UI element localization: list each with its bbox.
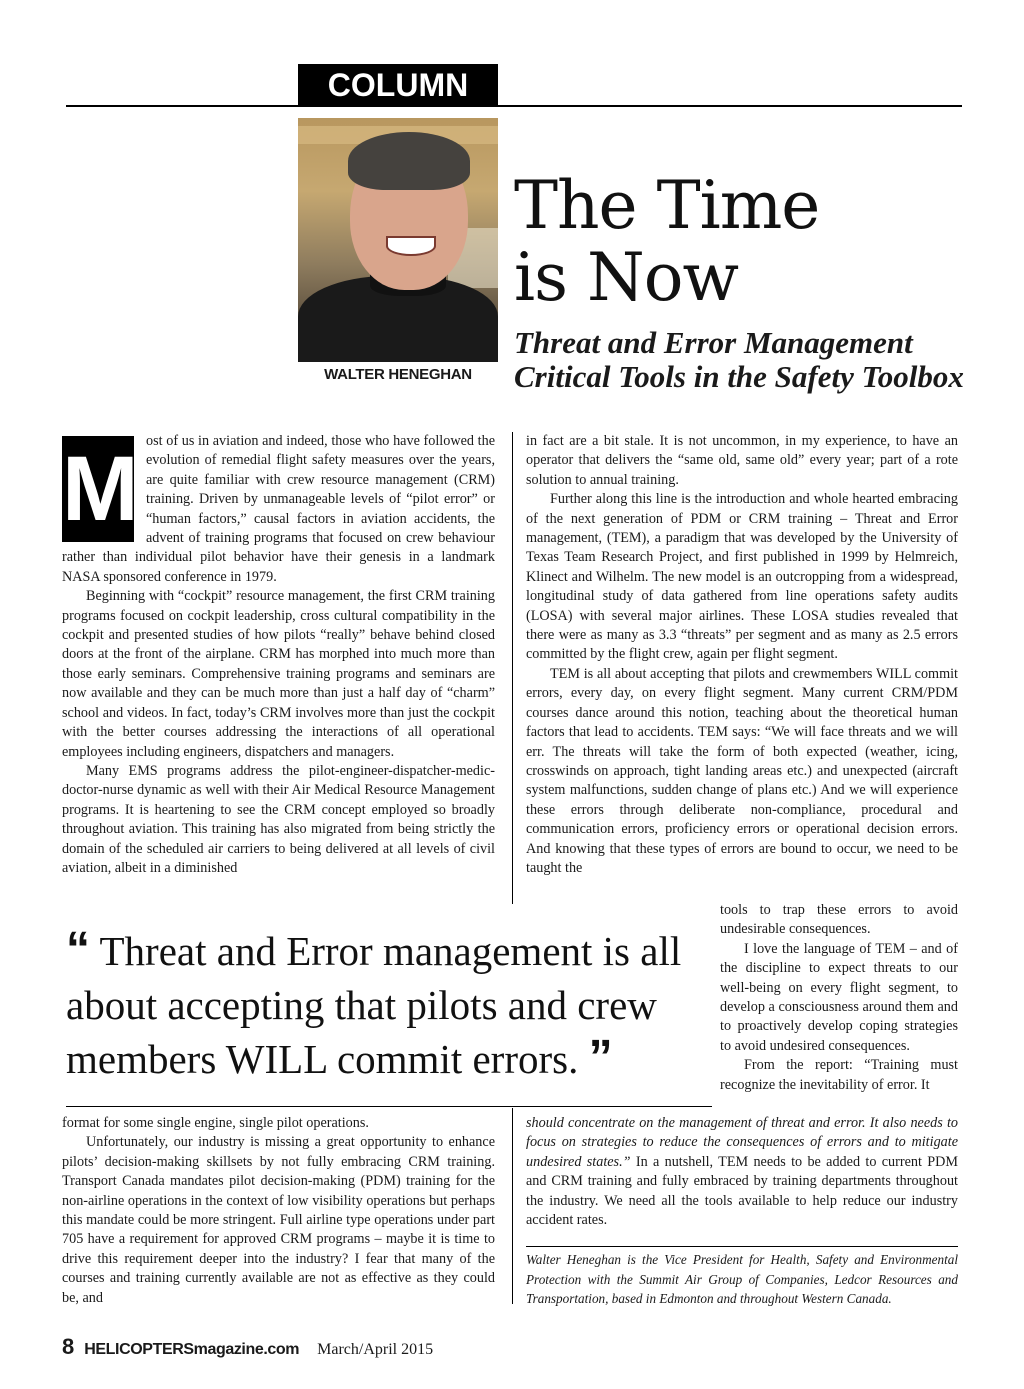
title-line-2: is Now [514, 239, 738, 316]
paragraph: in fact are a bit stale. It is not uncommon, in my experience, to have an operator that delivers the “same old, same old” every year; part of a rote solution to annual training. [526, 433, 958, 488]
paragraph: I love the language of TEM – and of the discipline to expect threats to our well-being on every flight segment, to develop a consciousness around them and to proactively develop coping strategies to avoid undesired consequences. [720, 940, 958, 1054]
article-subtitle [514, 326, 974, 394]
paragraph: Further along this line is the introduction and whole hearted embracing of the next generation of PDM or CRM training – Threat and Error management, (TEM), a paradigm that was developed by the University of Texas Team Research Project, and first published in 1999 by Helmreich, Klinect and Wilhelm. The new model is an outcropping from a widespread, longitudinal study of data gathered from line operations safety audits (LOSA) with several major airlines. These LOSA studies revealed that there were as many as 3.3 “threats” per segment and as many as 2.5 errors committed by the flight crew, again per flight segment. [526, 491, 958, 663]
paragraph: From the report: “Training must recognize the inevitability of error. It [720, 1057, 958, 1093]
title-line-1: The Time [514, 167, 820, 244]
left-column-top [62, 432, 495, 878]
paragraph: Unfortunately, our industry is missing a great opportunity to enhance pilots’ decision-making skillsets by not fully embracing CRM training. Transport Canada mandates pilot decision-making (PDM) training for the non-airline operations in the context of low visibility operations but perhaps this mandate could be more stringent. Full airline type operations under part 705 have a requirement for approved CRM programs – maybe it is time to drive this requirement deeper into the industry? I fear that many of the courses and training currently available are not as effective as they could be, and [62, 1134, 495, 1306]
right-column-bottom [526, 1114, 958, 1230]
page-footer [62, 1334, 433, 1358]
author-caption: WALTER HENEGHAN [324, 366, 472, 383]
right-column-top [526, 432, 958, 878]
paragraph [526, 1114, 958, 1230]
paragraph: Beginning with “cockpit” resource management, the first CRM training programs focused on cockpit leadership, cross cultural compatibility in the cockpit and presented studies of how pilots “really” behave behind closed doors at the front of the airplane. CRM has morphed into much more than those early seminars. Comprehensive training programs and seminars are now available and they can be much more than just a half day of “charm” school and videos. In fact, today’s CRM involves more than just the cockpit with the better courses addressing the interactions of all operational employees including engineers, dispatchers and managers. [62, 588, 495, 760]
pull-quote-rule [66, 1106, 712, 1107]
column-divider [512, 1108, 513, 1304]
close-quote-icon: ” [588, 1031, 613, 1084]
column-tag: COLUMN [298, 64, 498, 107]
issue-date: March/April 2015 [317, 1341, 434, 1358]
magazine-site: HELICOPTERSmagazine.com [84, 1341, 300, 1358]
conclusion-text: In a nutshell, TEM needs to be added to current PDM and CRM training and fully embraced by training departments throughout the industry. We need all the tools available to help reduce our industry accident rates. [526, 1153, 958, 1229]
author-photo [298, 118, 498, 362]
photo-hair [348, 132, 470, 190]
pull-quote-text: Threat and Error management is all about accepting that pilots and crew members WILL commit errors. [66, 928, 682, 1082]
paragraph: format for some single engine, single pilot operations. [62, 1115, 369, 1131]
drop-cap: M [62, 438, 139, 540]
pull-quote [66, 924, 700, 1086]
subtitle-line-2: Critical Tools in the Safety Toolbox [514, 359, 964, 394]
left-column-bottom [62, 1114, 495, 1308]
report-quote: should concentrate on the management of threat and error. It also needs to focus on strategies to reduce the consequences of errors and to mitigate undesired states.” [526, 1115, 958, 1170]
header-rule [66, 105, 962, 107]
author-bio: Walter Heneghan is the Vice President for Health, Safety and Environmental Protection with the Summit Air Group of Companies, Ledcor Resources and Transportation, based in Edmonton and throughout Western Canada. [526, 1252, 958, 1306]
photo-smile [386, 236, 436, 256]
open-quote-icon: “ [66, 923, 90, 976]
column-divider [512, 432, 513, 904]
article-title [514, 167, 954, 316]
subtitle-line-1: Threat and Error Management [514, 325, 913, 360]
bio-rule [526, 1246, 958, 1247]
paragraph: Many EMS programs address the pilot-engineer-dispatcher-medic-doctor-nurse dynamic as well with their Air Medical Resource Management programs. It is heartening to see the CRM concept employed so broadly throughout aviation. This training has also migrated from being strictly the domain of the scheduled air carriers to being delivered at all levels of civil aviation, albeit in a diminished [62, 762, 495, 876]
paragraph: tools to trap these errors to avoid undesirable consequences. [720, 902, 958, 938]
paragraph: ost of us in aviation and indeed, those who have followed the evolution of remedial flight safety measures over the years, are quite familiar with crew resource management (CRM) training. Driven by unmanageable levels of “pilot error” or “human factors,” causal factors in aviation accidents, the advent of training programs that focused on crew behaviour rather than individual pilot behavior have their genesis in a landmark NASA sponsored conference in 1979. [62, 433, 495, 585]
right-column-middle [720, 901, 958, 1095]
page-number: 8 [62, 1334, 75, 1359]
paragraph: TEM is all about accepting that pilots and crewmembers WILL commit errors, every day, on every flight segment. Many current CRM/PDM courses dance around this notion, teaching about the theoretical human factors that lead to accidents. TEM says: “We will face threats and we will err. The threats will take the form of both expected (weather, icing, crosswinds on approach, tight landing areas etc.) and unexpected (aircraft system malfunctions, sudden change of plans etc.) And we will experience these errors through deliberate non-compliance, procedural and communication errors, proficiency errors or operational decision errors. And knowing that these types of errors are bound to occur, we need to be taught the [526, 665, 958, 876]
